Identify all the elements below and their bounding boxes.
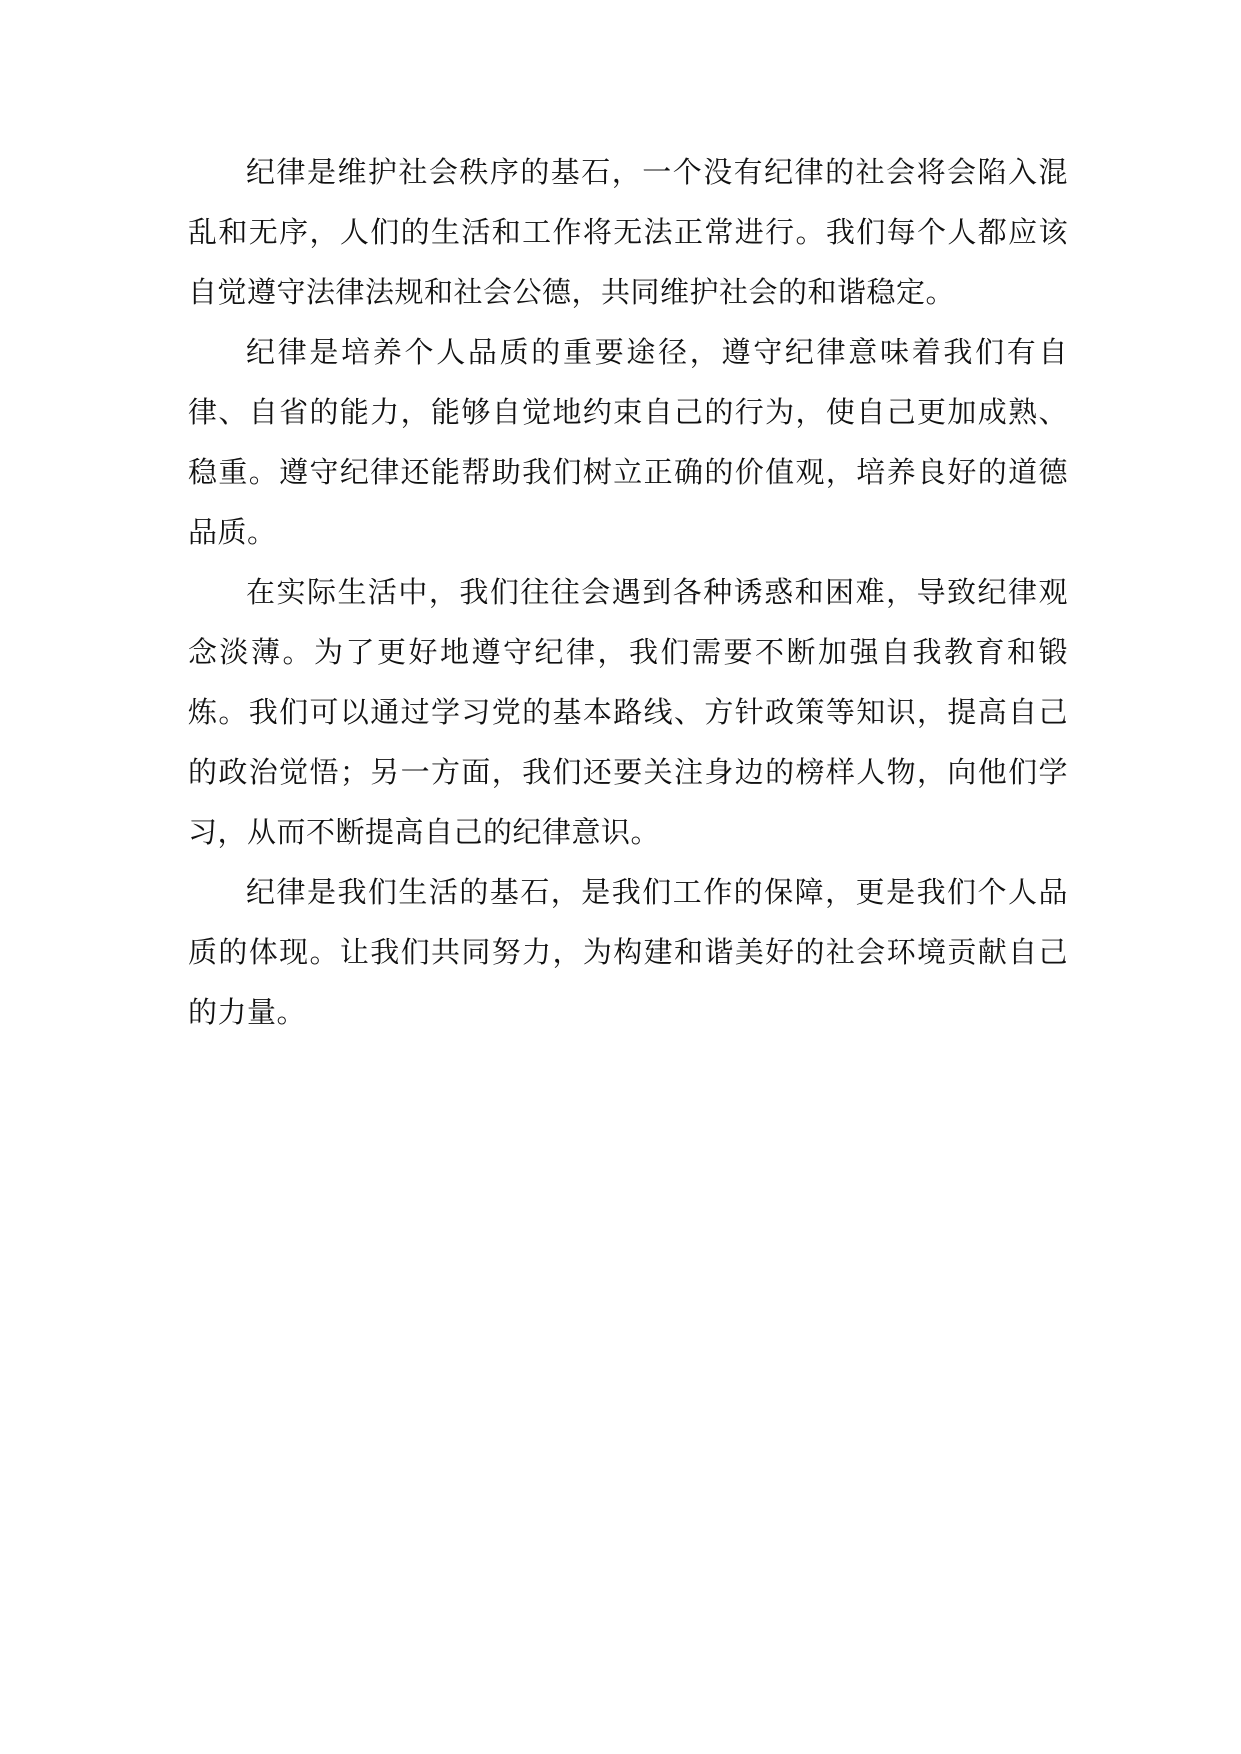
paragraph-4: 纪律是我们生活的基石，是我们工作的保障，更是我们个人品质的体现。让我们共同努力，为构建和谐美好的社会环境贡献自己的力量。 <box>188 875 1068 1029</box>
paragraph-3: 在实际生活中，我们往往会遇到各种诱惑和困难，导致纪律观念淡薄。为了更好地遵守纪律，我们需要不断加强自我教育和锻炼。我们可以通过学习党的基本路线、方针政策等知识，提高自己的政治觉悟；另一方面，我们还要关注身边的榜样人物，向他们学习，从而不断提高自己的纪律意识。 <box>188 575 1068 849</box>
paragraph-1: 纪律是维护社会秩序的基石，一个没有纪律的社会将会陷入混乱和无序，人们的生活和工作将无法正常进行。我们每个人都应该自觉遵守法律法规和社会公德，共同维护社会的和谐稳定。 <box>188 155 1068 309</box>
document-body <box>188 142 1068 1042</box>
paragraph-2: 纪律是培养个人品质的重要途径，遵守纪律意味着我们有自律、自省的能力，能够自觉地约束自己的行为，使自己更加成熟、稳重。遵守纪律还能帮助我们树立正确的价值观，培养良好的道德品质。 <box>188 335 1068 549</box>
